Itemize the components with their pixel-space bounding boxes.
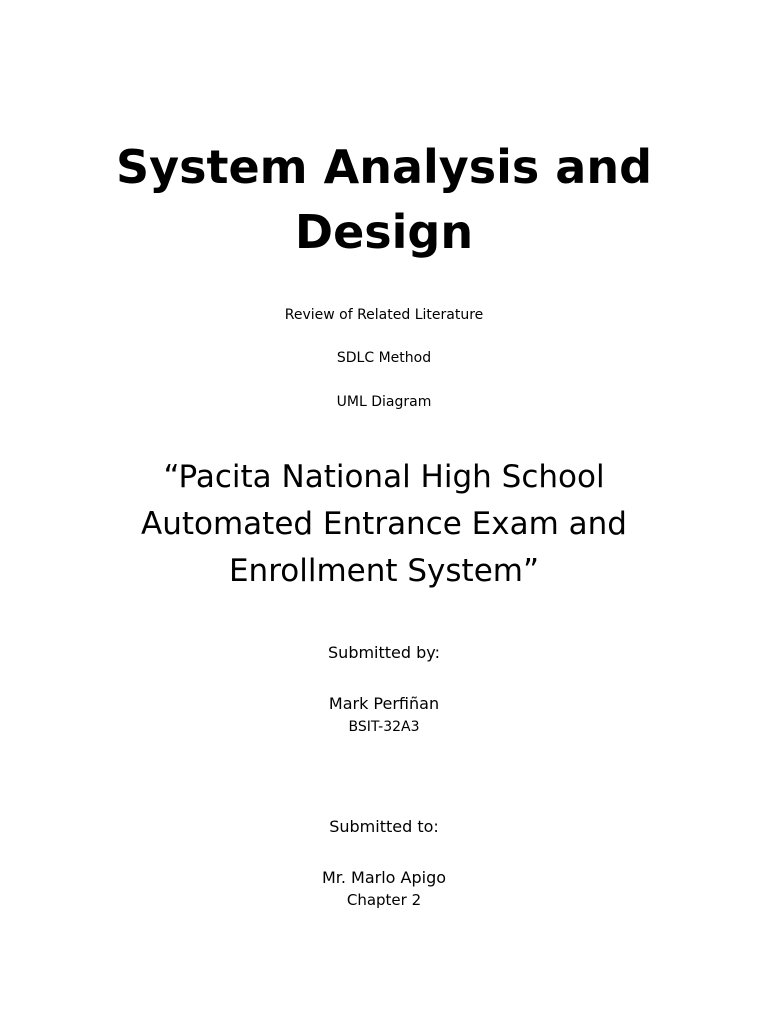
recipient-name: Mr. Marlo Apigo	[321, 868, 447, 887]
topic-sdlc-method: SDLC Method	[336, 350, 432, 366]
author-name: Mark Perfiñan	[328, 694, 440, 713]
title-line-1: System Analysis and	[115, 140, 653, 194]
chapter-label: Chapter 2	[346, 891, 422, 909]
title-line-2: Design	[294, 205, 474, 259]
topic-uml-diagram: UML Diagram	[336, 394, 432, 410]
topic-review-of-related-literature: Review of Related Literature	[284, 307, 484, 323]
author-section: BSIT-32A3	[348, 719, 420, 735]
project-title-line-3: Enrollment System”	[228, 553, 540, 589]
project-title-line-2: Automated Entrance Exam and	[141, 506, 627, 542]
submitted-by-label: Submitted by:	[328, 643, 440, 662]
project-title-line-1: “Pacita National High School	[163, 459, 605, 495]
submitted-to-label: Submitted to:	[329, 817, 439, 836]
